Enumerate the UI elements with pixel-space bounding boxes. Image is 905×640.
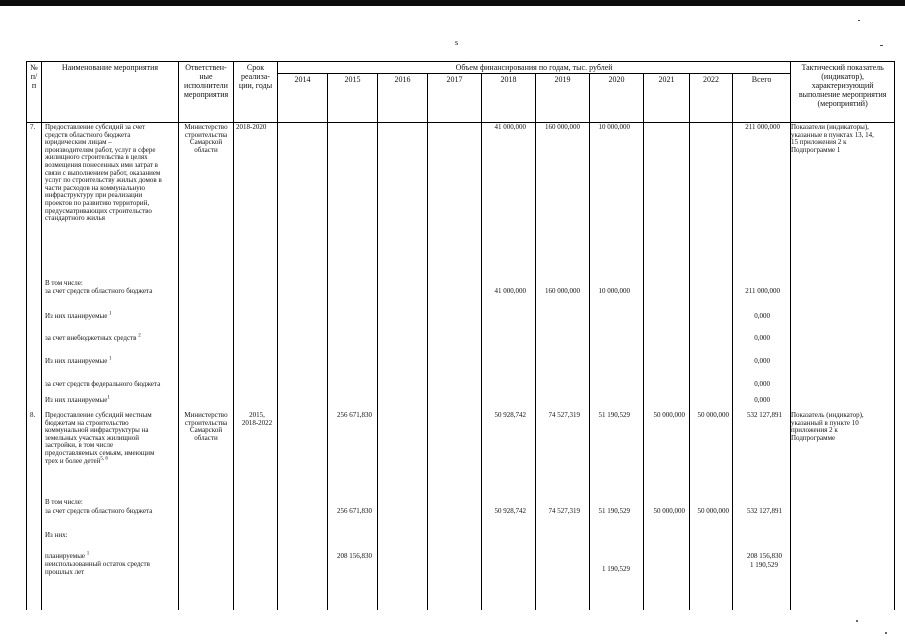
item7-2020: 10 000,000 [598,123,630,131]
item8-total: 532 127,891 [747,411,782,419]
header-num: № п/п [27,62,42,123]
item8-2020: 51 190,529 [598,411,630,419]
item8-2022: 50 000,000 [697,411,729,419]
item8-2015: 256 671,830 [337,411,372,419]
header-responsible: Ответствен-ные исполнители мероприятия [179,62,234,123]
item8-of-them-label: Из них: [45,531,68,539]
item8-regional-2022: 50 000,000 [697,507,729,515]
header-year: 2021 [644,74,690,123]
item8-regional-2018: 50 928,742 [494,507,526,515]
header-year: 2018 [482,74,536,123]
item8-indicator: Показатель (индикатор), указанный в пункте 10 приложения 2 к Подпрограмме [791,411,864,442]
header-name: Наименование мероприятия [42,62,179,123]
item8-unused-total: 1 190,529 [750,561,778,569]
header-term: Срок реализа-ции, годы [234,62,278,123]
item7-planned1-label: Из них планируемые $^1$ [45,311,112,320]
item7-federal-label: за счет средств федерального бюджета [45,380,161,388]
item8-unused-label: неиспользованный остаток средств прошлых лет [45,560,150,576]
scan-speck [856,620,858,622]
scan-speck [885,632,887,634]
item7-planned3-total: 0,000 [754,396,770,404]
scan-speck [858,20,860,21]
item7-2018: 41 000,000 [494,123,526,131]
item7-federal-total: 0,000 [754,380,770,388]
item7-planned2-label: Из них планируемые $^1$ [45,356,112,365]
item8-name: Предоставление субсидий местным бюджетам на строительство коммунальной инфраструктуры на земельных участках жилищной застройки, в том числе предоставляемых семьям, имеющим трех и более детей$^{5, 6}$ [45,411,155,465]
header-year: 2015 [328,74,378,123]
header-indicator: Тактический показатель (индикатор), характеризующий выполнение мероприятия (мероприятий) [791,62,895,123]
item8-2019: 74 527,319 [548,411,580,419]
item7-name: Предоставление субсидий за счет средств областного бюджета юридическим лицам – производителям работ, услуг в сфере жилищного строительства в целях возмещения понесенных ими затрат в связи с выполнением работ, оказанием услуг по строительству жилых домов в части расходов на коммунальную инфраструктуру при реализации проектов по развитию территорий, предусматривающих строительство стандартного жилья [45,123,162,223]
item7-regional-2018: 41 000,000 [494,287,526,295]
item7-regional-2020: 10 000,000 [598,287,630,295]
item7-2019: 160 000,000 [545,123,580,131]
header-total: Всего [733,74,791,123]
item7-responsible: Министерство строительства Самарской области [184,123,228,154]
item8-planned-label: планируемые $^1$ [45,551,90,560]
item7-planned1-total: 0,000 [754,312,770,320]
header-year: 2016 [378,74,428,123]
item8-term: 2015, 2018-2022 [241,411,273,427]
item8-regional-2015: 256 671,830 [337,507,372,515]
item8-planned-total: 208 156,830 [747,552,782,560]
header-financing: Объем финансирования по годам, тыс. рублей [278,62,791,74]
scan-top-border [0,0,905,6]
item8-2018: 50 928,742 [494,411,526,419]
item8-number: 8. [30,411,36,419]
item7-regional-total: 211 000,000 [745,287,780,295]
item7-number: 7. [30,123,36,131]
item7-extra-total: 0,000 [754,334,770,342]
header-year: 2022 [690,74,733,123]
item7-extra-label: за счет внебюджетных средств $^2$ [45,333,141,342]
item7-regional-2019: 160 000,000 [545,287,580,295]
item8-unused-2020: 1 190,529 [602,565,630,573]
item8-regional-2019: 74 527,319 [548,507,580,515]
item8-including-label: В том числе: [45,498,83,506]
item8-planned-2015: 208 156,830 [337,552,372,560]
item7-planned2-total: 0,000 [754,357,770,365]
item7-planned3-label: Из них планируемые$^1$ [45,395,110,404]
item8-regional-label: за счет средств областного бюджета [45,507,153,515]
item7-term: 2018-2020 [236,123,267,131]
item7-including-label: В том числе: [45,279,83,287]
header-year: 2019 [536,74,590,123]
item7-indicator: Показатели (индикаторы), указанные в пунктах 13, 14, 15 приложения 2 к Подпрограмме 1 [791,123,874,154]
header-year: 2014 [278,74,328,123]
header-year: 2020 [590,74,644,123]
item8-regional-total: 532 127,891 [747,507,782,515]
item8-regional-2021: 50 000,000 [653,507,685,515]
scan-speck [880,45,883,46]
item8-regional-2020: 51 190,529 [598,507,630,515]
item7-total: 211 000,000 [745,123,780,131]
item7-regional-label: за счет средств областного бюджета [45,287,153,295]
page-mark: s [455,38,459,47]
item8-2021: 50 000,000 [653,411,685,419]
item8-responsible: Министерство строительства Самарской области [184,411,228,442]
header-year: 2017 [428,74,482,123]
